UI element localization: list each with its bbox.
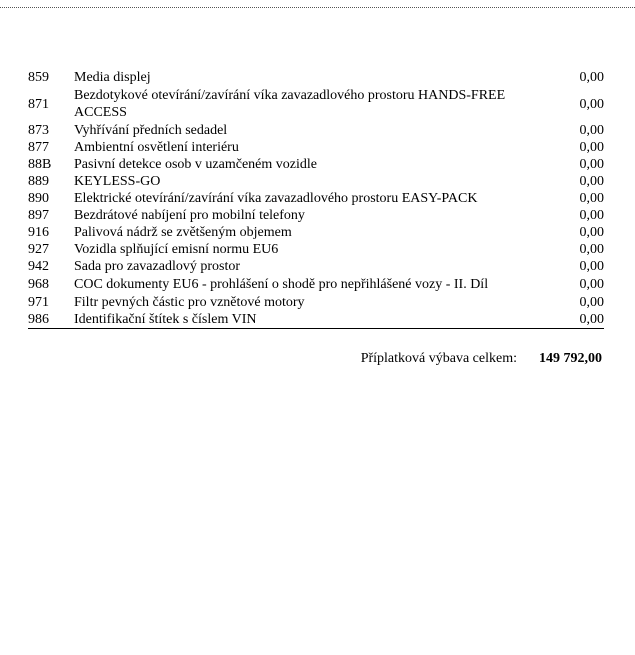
item-price: 0,00 [579, 295, 604, 310]
table-row [28, 275, 604, 294]
table-row [28, 207, 604, 224]
item-price: 0,00 [579, 242, 604, 257]
item-price: 0,00 [579, 140, 604, 155]
table-row [28, 139, 604, 156]
table-row [28, 241, 604, 258]
table-row [28, 224, 604, 241]
item-code: 916 [28, 225, 49, 240]
table-row [28, 156, 604, 173]
table-row [28, 69, 604, 86]
item-price: 0,00 [579, 174, 604, 189]
item-description: Pasivní detekce osob v uzamčeném vozidle [74, 157, 317, 172]
item-price: 0,00 [579, 208, 604, 223]
page-top-border [0, 7, 635, 8]
item-description: Media displej [74, 70, 151, 85]
item-description: Elektrické otevírání/zavírání víka zavazadlového prostoru EASY-PACK [74, 191, 478, 206]
item-description: Bezdotykové otevírání/zavírání víka zavazadlového prostoru HANDS-FREE ACCESS [74, 88, 506, 120]
item-code: 890 [28, 191, 49, 206]
item-code: 971 [28, 295, 49, 310]
item-description: Palivová nádrž se zvětšeným objemem [74, 225, 292, 240]
table-row [28, 122, 604, 139]
item-price: 0,00 [579, 277, 604, 292]
item-description: Sada pro zavazadlový prostor [74, 259, 240, 274]
item-price: 0,00 [579, 70, 604, 85]
item-description: COC dokumenty EU6 - prohlášení o shodě pro nepřihlášené vozy - II. Díl [74, 277, 489, 292]
item-code: 897 [28, 208, 49, 223]
item-code: 88B [28, 157, 52, 172]
item-description: Identifikační štítek s číslem VIN [74, 311, 524, 329]
item-code: 968 [28, 277, 49, 292]
item-code: 942 [28, 259, 49, 274]
item-price: 0,00 [579, 96, 604, 112]
table-row [28, 258, 604, 275]
options-table [28, 69, 604, 329]
table-row [28, 86, 604, 122]
item-description: Bezdrátové nabíjení pro mobilní telefony [74, 208, 305, 223]
item-code: 871 [28, 96, 49, 112]
total-label: Příplatková výbava celkem: [360, 351, 517, 366]
item-code: 889 [28, 174, 49, 189]
item-code: 859 [28, 70, 49, 85]
item-code: 927 [28, 242, 49, 257]
item-code: 986 [28, 311, 74, 329]
table-row [28, 294, 604, 311]
table-row [28, 173, 604, 190]
item-price: 0,00 [579, 123, 604, 138]
total-value: 149 792,00 [539, 351, 602, 366]
item-price: 0,00 [524, 311, 604, 329]
item-code: 877 [28, 140, 49, 155]
item-price: 0,00 [579, 157, 604, 172]
total-row [28, 350, 604, 368]
item-description: Ambientní osvětlení interiéru [74, 140, 239, 155]
item-description: KEYLESS-GO [74, 174, 161, 189]
item-description: Vyhřívání předních sedadel [74, 123, 228, 138]
item-price: 0,00 [579, 225, 604, 240]
item-price: 0,00 [579, 191, 604, 206]
table-row [28, 311, 604, 329]
item-description: Filtr pevných částic pro vznětové motory [74, 295, 305, 310]
table-row [28, 190, 604, 207]
item-price: 0,00 [579, 259, 604, 274]
item-description: Vozidla splňující emisní normu EU6 [74, 242, 279, 257]
item-code: 873 [28, 123, 49, 138]
